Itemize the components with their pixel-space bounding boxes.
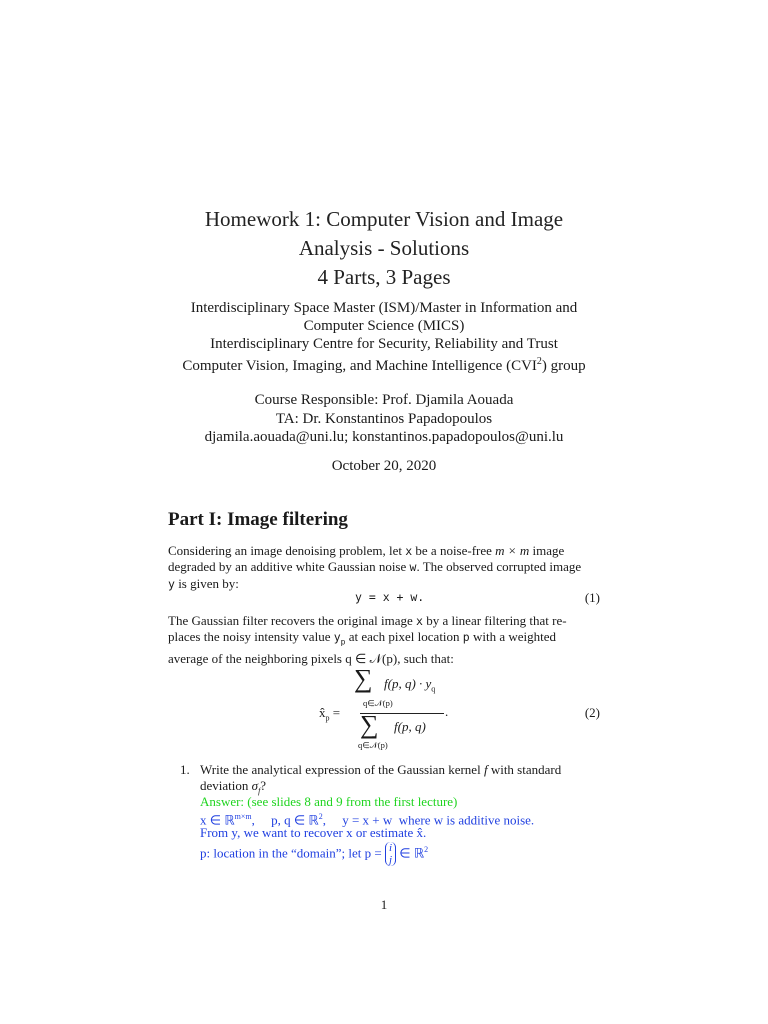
answer-noise-model: , y = x + w where w is additive noise. [322, 812, 535, 828]
question-1-sigma-sub: f [258, 786, 261, 796]
title-line-3: 4 Parts, 3 Pages [317, 265, 451, 289]
question-1-text-c: deviation [200, 778, 252, 793]
p1-text-e: . The observed corrupted image [416, 559, 582, 575]
teaching-assistant: TA: Dr. Konstantinos Papadopoulos [275, 410, 493, 427]
question-1-text-a: Write the analytical expression of the Gaussian kernel [200, 762, 484, 777]
answer-vector-j: j [388, 854, 393, 867]
answer-location-vector [385, 842, 396, 866]
p1-dimension: m × m [495, 543, 530, 558]
p2-text-f: average of the neighboring pixels [168, 651, 346, 667]
title-line-2: Analysis - Solutions [298, 236, 470, 260]
equation-2-number: (2) [584, 705, 600, 720]
eq2-denominator-sum: ∑ [360, 710, 379, 739]
eq2-period: . [445, 704, 449, 719]
eq2-denominator-term: f(p, q) [394, 719, 426, 734]
p2-neighborhood: q ∈ 𝒩(p) [345, 651, 398, 667]
paper-date: October 20, 2020 [331, 458, 437, 474]
answer-location-domain: ∈ ℝ [396, 845, 425, 861]
page-number: 1 [380, 897, 388, 912]
answer-line-recover: From y, we want to recover x or estimate x̂. [200, 825, 427, 840]
affiliation-line-1: Interdisciplinary Space Master (ISM)/Master in Information and [190, 300, 578, 316]
p2-text-g: , such that: [397, 651, 454, 667]
paragraph-problem [168, 543, 600, 592]
eq2-numerator-sum-index: q∈𝒩(p) [363, 698, 393, 708]
affiliation-line-2: Computer Science (MICS) [303, 318, 465, 334]
affiliation-block [0, 299, 768, 375]
p1-var-y: y [168, 576, 175, 591]
course-responsible: Course Responsible: Prof. Djamila Aouada [254, 392, 514, 408]
p1-text-c: image [529, 543, 565, 558]
p2-text-b: by a linear filtering that re- [422, 613, 567, 628]
p1-text-f: is given by: [174, 575, 239, 591]
eq2-numerator-expr: f(p, q) · y [384, 676, 432, 691]
answer-x-domain: x ∈ ℝ [200, 812, 235, 828]
p2-var-p: p [462, 630, 470, 645]
eq2-denominator-sum-index: q∈𝒩(p) [358, 740, 388, 750]
answer-location-domain-sup: 2 [424, 845, 429, 854]
answer-line-location [200, 842, 600, 866]
p1-var-w: w [409, 560, 417, 575]
question-1-var-sigma: σ [251, 778, 259, 793]
answer-location-text: p: location in the “domain”; let p = [200, 845, 385, 861]
question-1-number: 1. [180, 762, 190, 777]
answer-label: Answer: (see slides 8 and 9 from the first lecture) [200, 794, 458, 809]
answer-x-domain-sup: m×m [234, 812, 252, 821]
affiliation-line-4-main: Computer Vision, Imaging, and Machine Intelligence (CVI [182, 358, 537, 374]
eq2-numerator-sub: q [431, 684, 436, 694]
affiliation-line-4 [0, 353, 768, 375]
contact-emails: djamila.aouada@uni.lu; konstantinos.papadopoulos@uni.lu [204, 429, 564, 445]
course-block [0, 391, 768, 447]
paragraph-gaussian [168, 613, 600, 667]
eq2-lhs-var: x̂ [319, 705, 326, 720]
p2-text-e: with a weighted [469, 629, 557, 645]
answer-pq-domain: , p, q ∈ ℝ [251, 812, 319, 828]
affiliation-superscript: 2 [536, 356, 542, 367]
p2-var-x: x [416, 614, 423, 628]
eq2-numerator-term [384, 676, 435, 694]
section-heading: Part I: Image filtering [168, 509, 348, 530]
p1-text-a: Considering an image denoising problem, let [168, 543, 406, 558]
answer-vector-i: i [388, 842, 393, 855]
question-1-text-d: ? [260, 778, 267, 793]
eq2-lhs: $x̂_p$ = [319, 705, 341, 723]
question-1-text-b: with standard [487, 762, 562, 777]
affiliation-line-4-tail: ) group [541, 358, 586, 374]
eq2-lhs-sub: p [325, 713, 330, 723]
title-line-1: Homework 1: Computer Vision and Image [204, 207, 564, 231]
p1-text-d: degraded by an additive white Gaussian noise [168, 559, 410, 575]
p1-text-b: be a noise-free [412, 543, 496, 558]
affiliation-line-3: Interdisciplinary Centre for Security, Reliability and Trust [210, 336, 558, 352]
equation-1-body: y = x + w. [355, 590, 425, 604]
p2-text-d: at each pixel location [345, 629, 463, 645]
equation-1-number: (1) [584, 590, 600, 605]
p1-var-x: x [405, 544, 413, 558]
equation-2 [168, 664, 600, 758]
p2-text-a: The Gaussian filter recovers the original image [168, 613, 416, 628]
p2-var-y: y [333, 630, 341, 645]
paper-title [0, 205, 768, 292]
question-1-var-f: f [483, 762, 488, 777]
p2-text-c: places the noisy intensity value [168, 629, 334, 645]
eq2-numerator-sum: ∑ [354, 664, 373, 693]
p2-var-y-sub: p [340, 637, 346, 647]
answer-pq-domain-sup: 2 [318, 812, 323, 821]
